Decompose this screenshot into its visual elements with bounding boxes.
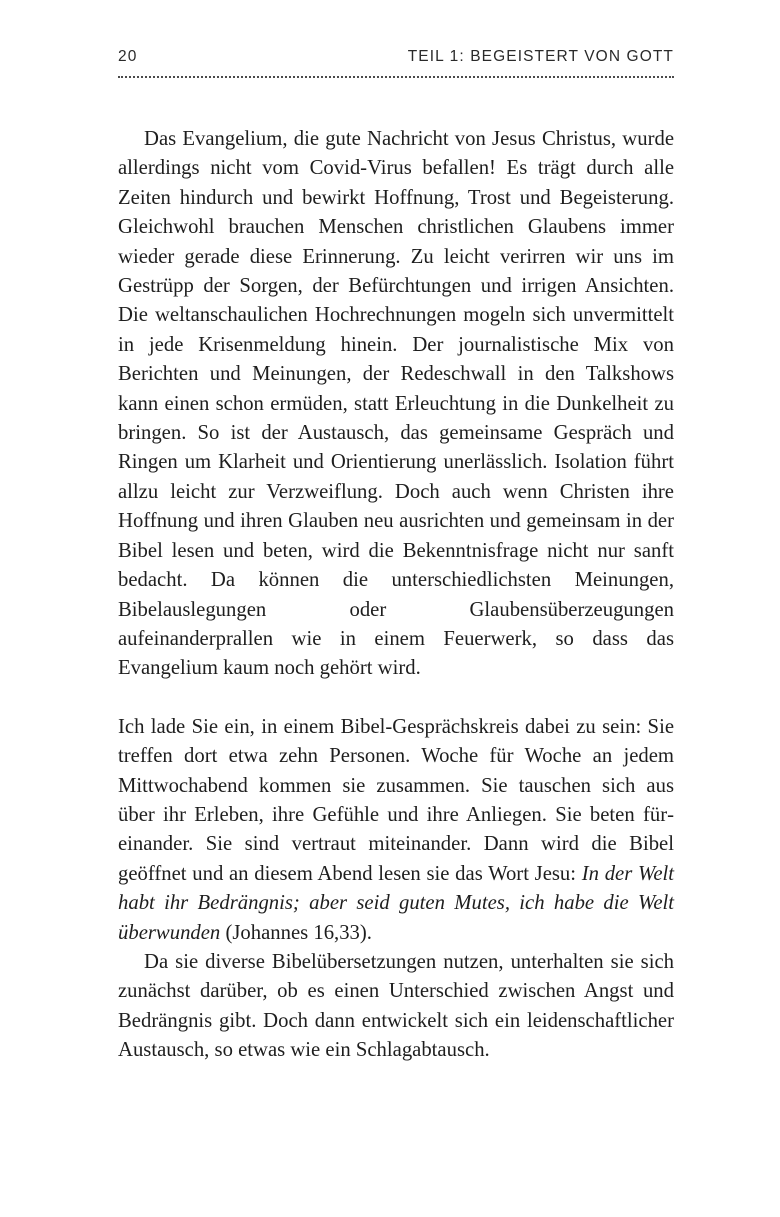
paragraph-2-text: Ich lade Sie ein, in einem Bibel-Gesprächskreis dabei zu sein: Sie treffen dort etwa zehn Personen. Woche für Woche an jedem Mittwochabend kommen sie zusammen. Sie tauschen sich aus über ihr Erleben, ihre Gefühle und ihre Anliegen. Sie beten füreinander. Sie sind vertraut miteinander. Dann wird die Bibel geöffnet und an diesem Abend lesen sie das Wort Jesu: [118, 715, 674, 885]
body-text [118, 125, 674, 1066]
paragraph-3: Da sie diverse Bibelübersetzungen nutzen, unterhalten sie sich zunächst darüber, ob es einen Unterschied zwischen Angst und Bedrängnis gibt. Doch dann entwickelt sich ein leidenschaftlicher Austausch, so etwas wie ein Schlagabtausch. [118, 950, 674, 1062]
dotted-header-rule [118, 76, 674, 78]
running-head [118, 48, 674, 76]
bible-reference: (Johannes 16,33). [220, 921, 372, 944]
bible-quote: In der Welt habt ihr Bedrängnis; aber seid guten Mutes, ich habe die Welt überwunden [118, 862, 674, 944]
paragraph-1: Das Evangelium, die gute Nachricht von Jesus Christus, wurde allerdings nicht vom Covid-Virus befallen! Es trägt durch alle Zeiten hindurch und bewirkt Hoffnung, Trost und Begeisterung. Gleichwohl brauchen Menschen christlichen Glaubens immer wieder gerade diese Erinnerung. Zu leicht verirren wir uns im Gestrüpp der Sorgen, der Befürchtungen und irrigen Ansichten. Die weltanschaulichen Hochrechnungen mogeln sich unvermittelt in jede Krisenmeldung hinein. Der journalistische Mix von Berichten und Meinungen, der Redeschwall in den Talkshows kann einen schon ermüden, statt Erleuchtung in die Dunkelheit zu bringen. So ist der Austausch, das gemeinsame Gespräch und Ringen um Klarheit und Orientierung unerlässlich. Isolation führt allzu leicht zur Verzweiflung. Doch auch wenn Christen ihre Hoffnung und ihren Glauben neu ausrichten und gemeinsam in der Bibel lesen und beten, wird die Bekenntnisfrage nicht nur sanft bedacht. Da können die unterschiedlichsten Meinungen, Bibelauslegungen oder Glaubensüberzeugungen aufeinanderprallen wie in einem Feuerwerk, so dass das Evangelium kaum noch gehört wird. [118, 128, 674, 680]
paragraph-2 [118, 713, 674, 948]
page-number: 20 [118, 48, 138, 65]
running-title: TEIL 1: BEGEISTERT VON GOTT [407, 48, 674, 65]
